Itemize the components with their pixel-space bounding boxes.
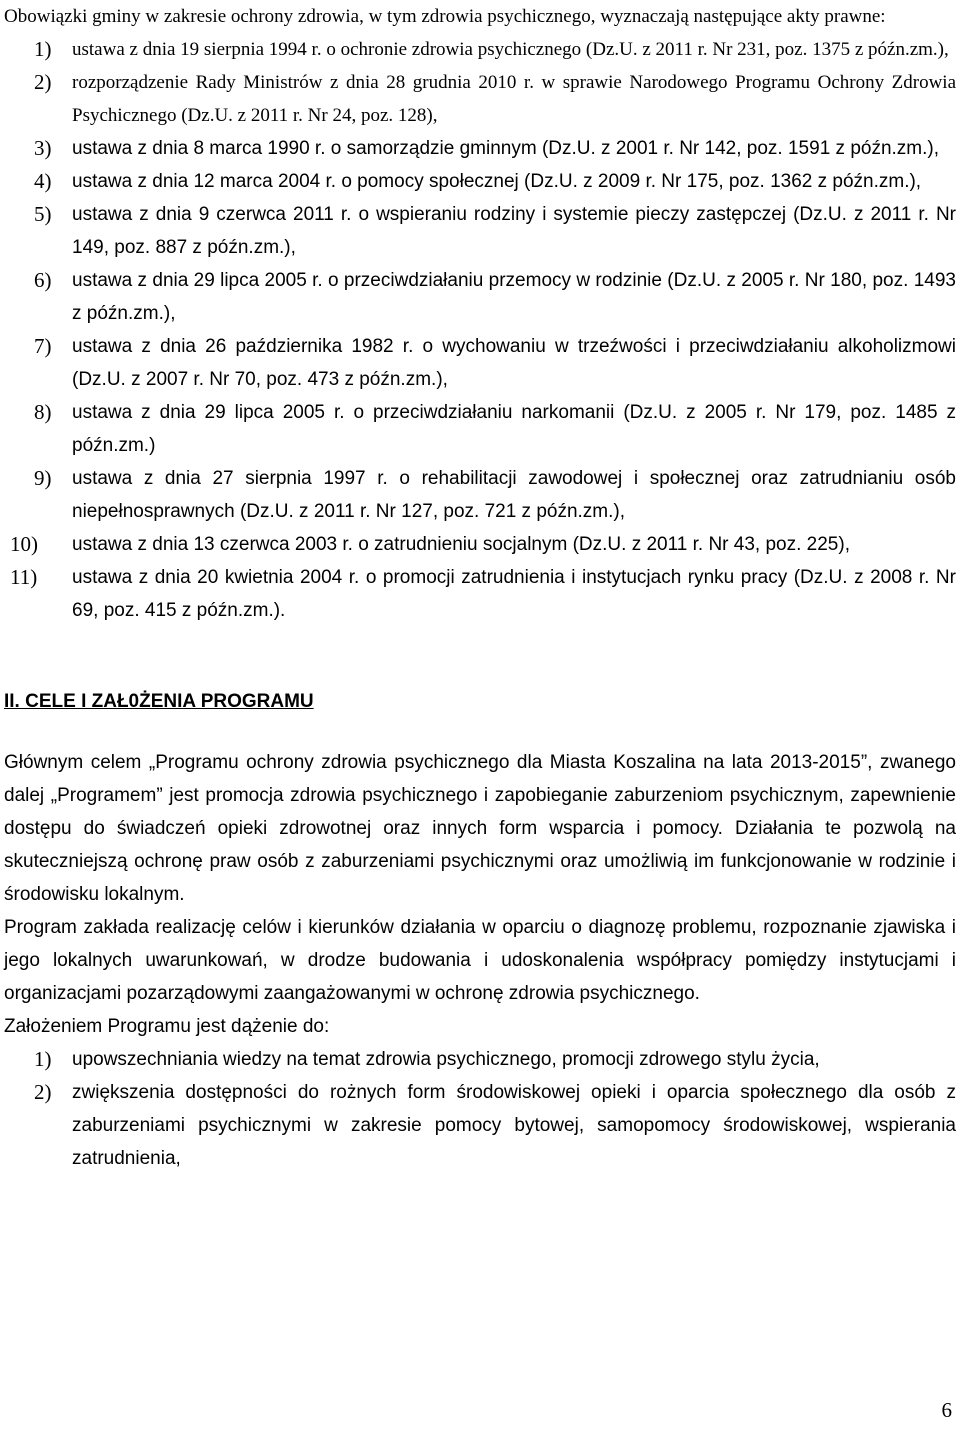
list-number: 8) (34, 400, 52, 424)
list-number: 4) (34, 169, 52, 193)
section-heading: II. CELE I ZAŁ0ŻENIA PROGRAMU (4, 691, 314, 712)
goals-list (4, 1043, 956, 1175)
list-item-text: ustawa z dnia 13 czerwca 2003 r. o zatrudnieniu socjalnym (Dz.U. z 2011 r. Nr 43, poz. 225), (72, 534, 850, 555)
list-item-text: upowszechniania wiedzy na temat zdrowia psychicznego, promocji zdrowego stylu życia, (72, 1049, 820, 1070)
list-number: 10) (10, 532, 38, 556)
list-item-text: ustawa z dnia 19 sierpnia 1994 r. o ochronie zdrowia psychicznego (Dz.U. z 2011 r. Nr 231, poz. 1375 z późn.zm.), (72, 39, 949, 60)
list-item (4, 33, 956, 66)
list-item (4, 462, 956, 528)
list-number: 3) (34, 136, 52, 160)
list-number: 7) (34, 334, 52, 358)
list-item (4, 132, 956, 165)
list-item-text: ustawa z dnia 9 czerwca 2011 r. o wspieraniu rodziny i systemie pieczy zastępczej (Dz.U. z 2011 r. Nr 149, poz. 887 z późn.zm.), (72, 204, 956, 258)
list-item-text: ustawa z dnia 12 marca 2004 r. o pomocy społecznej (Dz.U. z 2009 r. Nr 175, poz. 1362 z późn.zm.), (72, 171, 922, 192)
body-paragraph: Program zakłada realizację celów i kierunków działania w oparciu o diagnozę problemu, rozpoznanie zjawiska i jego lokalnych uwarunkowań, w drodze budowania i udoskonalenia współpracy pomiędzy instytucjami i organizacjami pozarządowymi zaangażowanymi w ochronę zdrowia psychicznego. (4, 917, 956, 1004)
list-item-text: ustawa z dnia 29 lipca 2005 r. o przeciwdziałaniu przemocy w rodzinie (Dz.U. z 2005 r. Nr 180, poz. 1493 z późn.zm.), (72, 270, 956, 324)
list-item-text: ustawa z dnia 29 lipca 2005 r. o przeciwdziałaniu narkomanii (Dz.U. z 2005 r. Nr 179, poz. 1485 z późn.zm.) (72, 402, 956, 456)
list-number: 2) (34, 70, 52, 94)
document-page (4, 0, 956, 1175)
list-number: 1) (34, 1047, 52, 1071)
list-item (4, 1043, 956, 1076)
list-number: 1) (34, 37, 52, 61)
body-paragraph: Założeniem Programu jest dążenie do: (4, 1016, 330, 1037)
list-number: 6) (34, 268, 52, 292)
list-item-text: ustawa z dnia 27 sierpnia 1997 r. o rehabilitacji zawodowej i społecznej oraz zatrudnianiu osób niepełnosprawnych (Dz.U. z 2011 r. Nr 127, poz. 721 z późn.zm.), (72, 468, 956, 522)
body-paragraph: Głównym celem „Programu ochrony zdrowia psychicznego dla Miasta Koszalina na lata 2013-2015”, zwanego dalej „Programem” jest promocja zdrowia psychicznego i zapobieganie zaburzeniom psychicznym, zapewnienie dostępu do świadczeń opieki zdrowotnej oraz innych form wsparcia i pomocy. Działania te pozwolą na skuteczniejszą ochronę praw osób z zaburzeniami psychicznymi oraz umożliwią im funkcjonowanie w rodzinie i środowisku lokalnym. (4, 752, 956, 905)
list-item (4, 561, 956, 627)
list-item-text: rozporządzenie Rady Ministrów z dnia 28 grudnia 2010 r. w sprawie Narodowego Programu Ochrony Zdrowia Psychicznego (Dz.U. z 2011 r. Nr 24, poz. 128), (72, 72, 956, 126)
page-number: 6 (941, 1398, 952, 1422)
list-item (4, 1076, 956, 1175)
list-number: 5) (34, 202, 52, 226)
list-number: 9) (34, 466, 52, 490)
list-number: 2) (34, 1080, 52, 1104)
list-item (4, 396, 956, 462)
list-item (4, 528, 956, 561)
list-item-text: ustawa z dnia 20 kwietnia 2004 r. o promocji zatrudnienia i instytucjach rynku pracy (Dz.U. z 2008 r. Nr 69, poz. 415 z późn.zm.). (72, 567, 956, 621)
list-item-text: ustawa z dnia 26 października 1982 r. o wychowaniu w trzeźwości i przeciwdziałaniu alkoholizmowi (Dz.U. z 2007 r. Nr 70, poz. 473 z późn.zm.), (72, 336, 956, 390)
list-item-text: ustawa z dnia 8 marca 1990 r. o samorządzie gminnym (Dz.U. z 2001 r. Nr 142, poz. 1591 z późn.zm.), (72, 138, 940, 159)
list-item (4, 330, 956, 396)
list-item (4, 264, 956, 330)
list-item (4, 66, 956, 132)
list-item (4, 198, 956, 264)
legal-acts-list (4, 33, 956, 627)
list-number: 11) (10, 565, 38, 589)
intro-paragraph: Obowiązki gminy w zakresie ochrony zdrowia, w tym zdrowia psychicznego, wyznaczają następujące akty prawne: (4, 6, 886, 27)
list-item (4, 165, 956, 198)
list-item-text: zwiększenia dostępności do rożnych form środowiskowej opieki i oparcia społecznego dla osób z zaburzeniami psychicznymi w zakresie pomocy bytowej, samopomocy środowiskowej, wspierania zatrudnienia, (72, 1082, 956, 1169)
